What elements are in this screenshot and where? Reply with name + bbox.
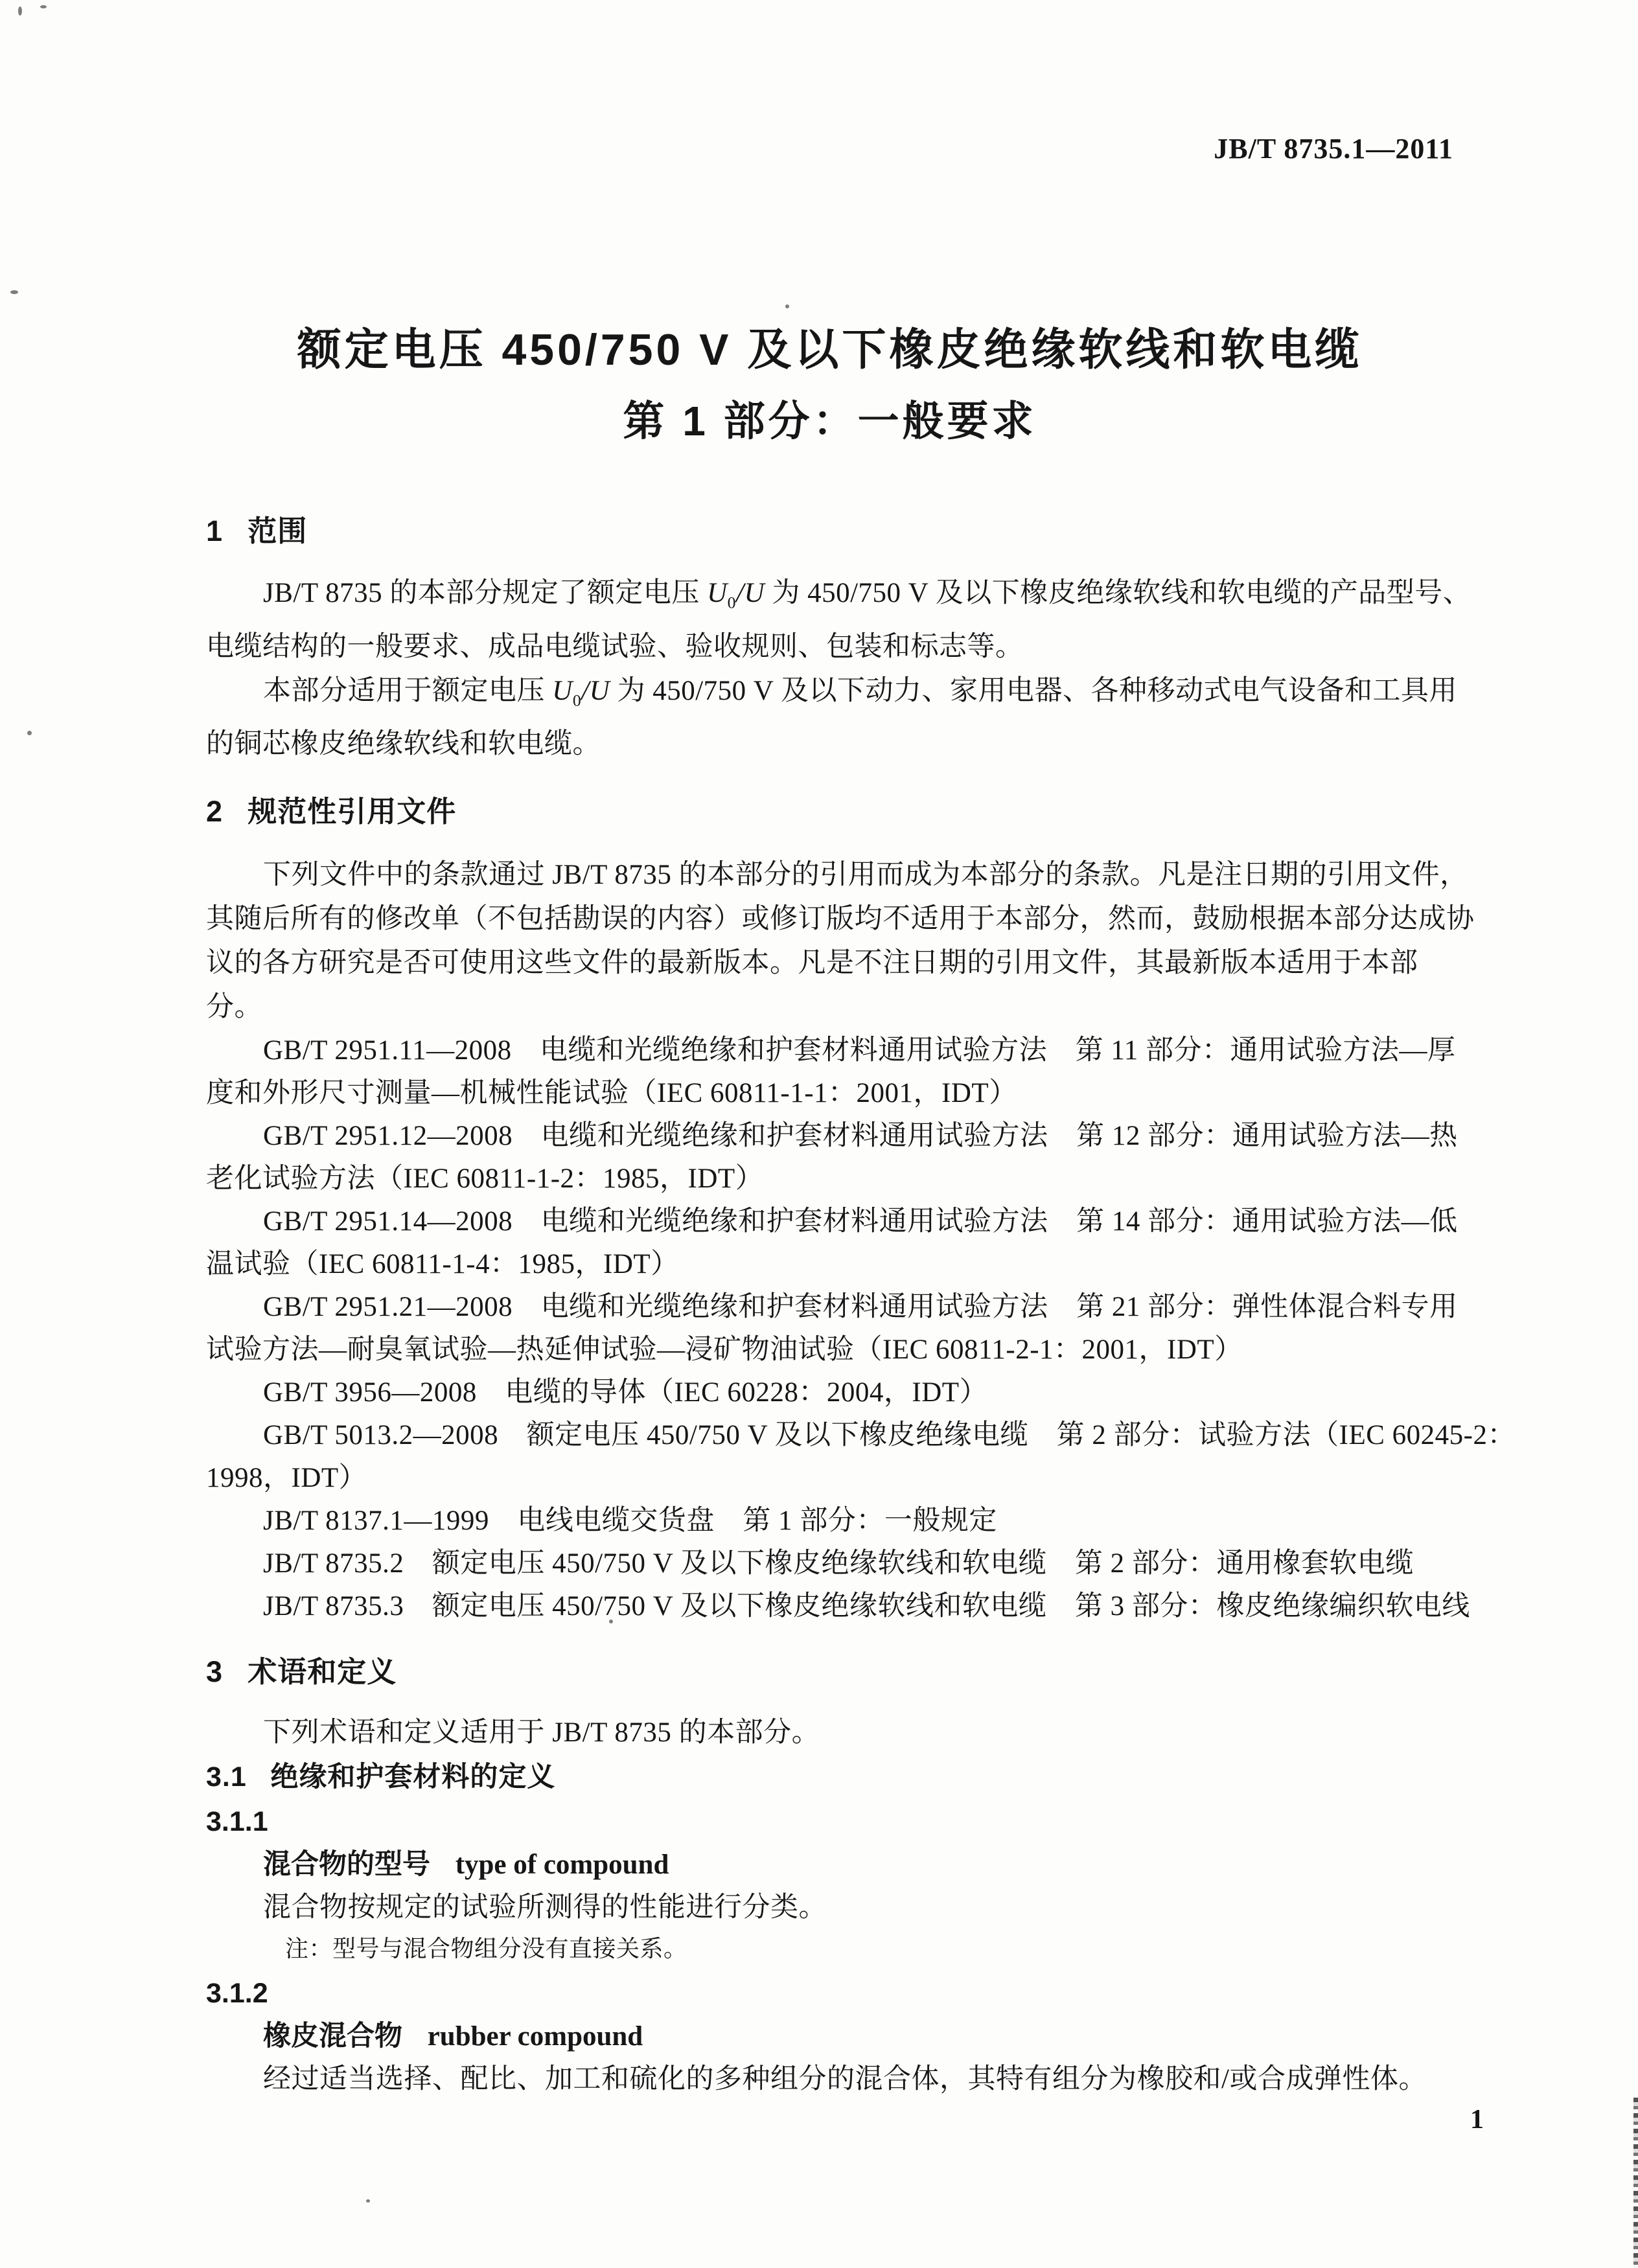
section2-heading-text: 规范性引用文件 [248, 795, 457, 829]
voltage-symbol: U [552, 675, 573, 706]
section1-heading-text: 范围 [248, 514, 308, 547]
paragraph-line [206, 669, 1457, 723]
term311-number: 3.1.1 [206, 1806, 268, 1838]
term311-title [206, 1843, 1453, 1886]
term312-definition: 经过适当选择、配比、加工和硫化的多种组分的混合体，其特有组分为橡胶和/或合成弹性体。 [263, 2064, 1427, 2095]
voltage-symbol: /U [736, 578, 765, 608]
document-title-line2: 第 1 部分：一般要求 [623, 398, 1037, 444]
reference-line: GB/T 2951.11—2008 电缆和光缆绝缘和护套材料通用试验方法 第 11 部分：通用试验方法—厚 [263, 1035, 1456, 1066]
text-run: JB/T 8735 的本部分规定了额定电压 [263, 578, 708, 608]
section3-heading [206, 1655, 1453, 1689]
section1-heading [206, 514, 1453, 548]
reference-line: 度和外形尺寸测量—机械性能试验（IEC 60811-1-1：2001，IDT） [206, 1078, 1017, 1109]
voltage-subscript: 0 [572, 691, 582, 710]
scan-edge-artifact [1633, 2098, 1638, 2268]
voltage-symbol: U [707, 578, 728, 608]
paragraph-line: 分。 [206, 992, 262, 1023]
paragraph-line: 议的各方研究是否可使用这些文件的最新版本。凡是不注日期的引用文件，其最新版本适用于本部 [206, 948, 1418, 979]
reference-line: GB/T 3956—2008 电缆的导体（IEC 60228：2004，IDT） [263, 1377, 988, 1408]
scan-speckle [27, 731, 32, 735]
section2-number: 2 [206, 795, 224, 829]
term311-definition: 混合物按规定的试验所测得的性能进行分类。 [263, 1892, 827, 1923]
term312-english: rubber compound [427, 2021, 643, 2052]
reference-line: GB/T 2951.14—2008 电缆和光缆绝缘和护套材料通用试验方法 第 14 部分：通用试验方法—低 [263, 1206, 1458, 1237]
scan-speckle [366, 2199, 370, 2203]
reference-line: JB/T 8735.2 额定电压 450/750 V 及以下橡皮绝缘软线和软电缆 第 2 部分：通用橡套软电缆 [263, 1548, 1414, 1579]
reference-line: 试验方法—耐臭氧试验—热延伸试验—浸矿物油试验（IEC 60811-2-1：2001，IDT） [206, 1334, 1243, 1366]
reference-line: 老化试验方法（IEC 60811-1-2：1985，IDT） [206, 1163, 764, 1195]
scan-speckle [18, 6, 22, 16]
subsection31-heading-text: 绝缘和护套材料的定义 [270, 1761, 556, 1793]
term312-number: 3.1.2 [206, 1978, 268, 2010]
reference-line: GB/T 5013.2—2008 额定电压 450/750 V 及以下橡皮绝缘电缆 第 2 部分：试验方法（IEC 60245-2： [263, 1420, 1516, 1451]
reference-line: JB/T 8137.1—1999 电线电缆交货盘 第 1 部分：一般规定 [263, 1506, 997, 1537]
paragraph-line [206, 571, 1471, 625]
term311-chinese: 混合物的型号 [263, 1849, 430, 1881]
scan-speckle [40, 5, 47, 8]
term312-title [206, 2015, 1453, 2058]
reference-line: GB/T 2951.12—2008 电缆和光缆绝缘和护套材料通用试验方法 第 12 部分：通用试验方法—热 [263, 1121, 1458, 1152]
text-run: 本部分适用于额定电压 [263, 675, 553, 706]
voltage-subscript: 0 [727, 593, 737, 612]
term311-english: type of compound [455, 1850, 669, 1881]
paragraph-line: 下列文件中的条款通过 JB/T 8735 的本部分的引用而成为本部分的条款。凡是注日期的引用文件， [263, 860, 1468, 891]
section3-heading-text: 术语和定义 [248, 1655, 397, 1689]
paragraph-line: 的铜芯橡皮绝缘软线和软电缆。 [206, 729, 601, 760]
text-run: 为 450/750 V 及以下橡皮绝缘软线和软电缆的产品型号、 [765, 578, 1471, 608]
section3-intro: 下列术语和定义适用于 JB/T 8735 的本部分。 [263, 1717, 820, 1748]
section2-intro [206, 853, 1475, 1029]
reference-line: GB/T 2951.21—2008 电缆和光缆绝缘和护套材料通用试验方法 第 21 部分：弹性体混合料专用 [263, 1292, 1458, 1323]
reference-line: JB/T 8735.3 额定电压 450/750 V 及以下橡皮绝缘软线和软电缆 第 3 部分：橡皮绝缘编织软电线 [263, 1591, 1470, 1622]
scan-speckle [10, 290, 18, 294]
reference-list [206, 1029, 1516, 1628]
section2-heading [206, 795, 1453, 829]
section1-number: 1 [206, 514, 224, 547]
subsection31-heading [206, 1760, 1453, 1794]
term312-chinese: 橡皮混合物 [263, 2021, 402, 2052]
document-title-line1: 额定电压 450/750 V 及以下橡皮绝缘软线和软电缆 [297, 325, 1363, 374]
voltage-symbol: /U [581, 675, 610, 706]
paragraph-line: 其随后所有的修改单（不包括勘误的内容）或修订版均不适用于本部分，然而，鼓励根据本部分达成协 [206, 904, 1475, 935]
standard-code: JB/T 8735.1—2011 [1214, 133, 1453, 165]
reference-line: 温试验（IEC 60811-1-4：1985，IDT） [206, 1249, 679, 1280]
page-number: 1 [1470, 2105, 1484, 2135]
subsection31-number: 3.1 [206, 1761, 247, 1793]
paragraph-line: 电缆结构的一般要求、成品电缆试验、验收规则、包装和标志等。 [206, 631, 1024, 662]
page-content [206, 0, 1516, 2101]
term311-note: 注：型号与混合物组分没有直接关系。 [285, 1936, 687, 1962]
text-run: 为 450/750 V 及以下动力、家用电器、各种移动式电气设备和工具用 [610, 675, 1457, 706]
section3-number: 3 [206, 1655, 224, 1689]
reference-line: 1998，IDT） [206, 1463, 367, 1494]
